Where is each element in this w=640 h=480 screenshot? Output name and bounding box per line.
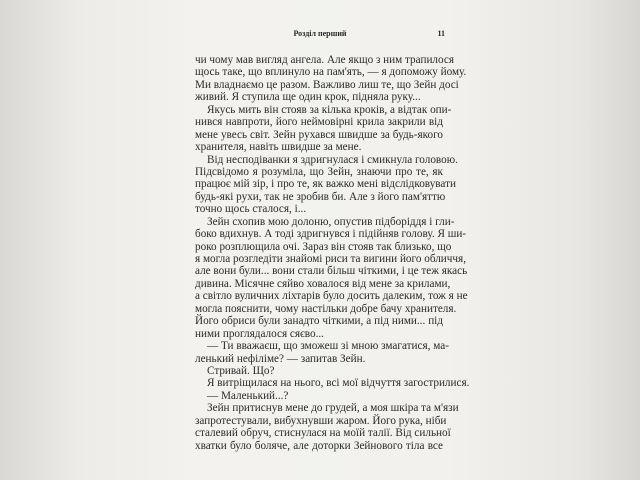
text-line: я могла розгледіти знайомі риси та вигини його обличчя, xyxy=(195,253,466,265)
text-line: Зейн схопив мою долоню, опустив підборіддя і гли- xyxy=(207,215,455,228)
text-line: Ми владнаємо це разом. Важливо лиш те, що Зейн досі xyxy=(195,78,459,91)
text-line: хватки було боляче, але доторки Зейнового тіла все xyxy=(195,439,443,452)
text-line: ними проглядалося сяєво... xyxy=(195,327,324,340)
text-line: запротестували, вибухнувши жаром. Його рука, ніби xyxy=(195,414,447,427)
running-header xyxy=(195,29,445,41)
text-line: Якусь мить він стояв за кілька кроків, а відтак опи- xyxy=(207,103,452,116)
text-line: ленький нефіліме? — запитав Зейн. xyxy=(195,352,366,365)
text-line: роко розплющила очі. Зараз він стояв так близько, що xyxy=(195,240,452,253)
text-line: Його обриси були занадто чіткими, а під ними... під xyxy=(195,315,443,328)
text-line: Стривай. Що? xyxy=(207,364,275,377)
text-line: могла пояснити, чому настільки добре бачу хранителя. xyxy=(195,302,457,315)
text-line: Зейн притиснув мене до грудей, а моя шкіра та м'язи xyxy=(207,402,459,415)
text-line: — Маленький...? xyxy=(207,389,289,402)
body-text xyxy=(195,54,470,452)
text-line: будь-які рухи, так не зробив би. Але з його пам'яттю xyxy=(195,190,446,203)
chapter-title: Розділ перший xyxy=(293,29,347,38)
text-line: але вони були... вони стали більш чіткими, і це теж якась xyxy=(195,265,468,278)
text-line: нився навпроти, його неймовірні крила закрили від xyxy=(195,116,443,129)
page-number: 11 xyxy=(437,29,445,38)
text-line: точно щось сталося, і... xyxy=(195,203,307,216)
text-line: мене увесь світ. Зейн рухався швидше за будь-якого xyxy=(195,128,443,141)
text-line: хранителя, навіть швидше за мене. xyxy=(195,141,362,154)
text-line: сталевий обруч, стиснулася на моїй талії. Від сильної xyxy=(195,427,451,440)
text-line: Підсвідомо я розуміла, що Зейн, знаючи про те, як xyxy=(195,165,443,178)
text-line: чи чому мав вигляд ангела. Але якщо з ним трапилося xyxy=(195,54,454,66)
text-line: Я витріщилася на нього, всі мої відчуття загострилися. xyxy=(207,377,470,390)
text-line: Від несподіванки я здригнулася і смикнула головою. xyxy=(207,153,458,166)
text-line: щось таке, що вплинуло на пам'ять, — я допоможу йому. xyxy=(195,66,467,79)
text-line: — Ти вважаєш, що зможеш зі мною змагатися, ма- xyxy=(207,340,449,353)
text-line: живий. Я ступила ще один крок, підняла руку... xyxy=(195,91,421,104)
text-line: а світло вуличних ліхтарів було досить далеким, тож я не xyxy=(195,290,468,303)
text-line: працює мій зір, і про те, як важко мені відслідковувати xyxy=(195,178,456,191)
text-line: боко вдихнув. А тоді здригнувся і підійняв голову. Я ши- xyxy=(195,228,467,241)
text-line: дивина. Місячне сяйво ховалося від мене за крилами, xyxy=(195,277,451,290)
